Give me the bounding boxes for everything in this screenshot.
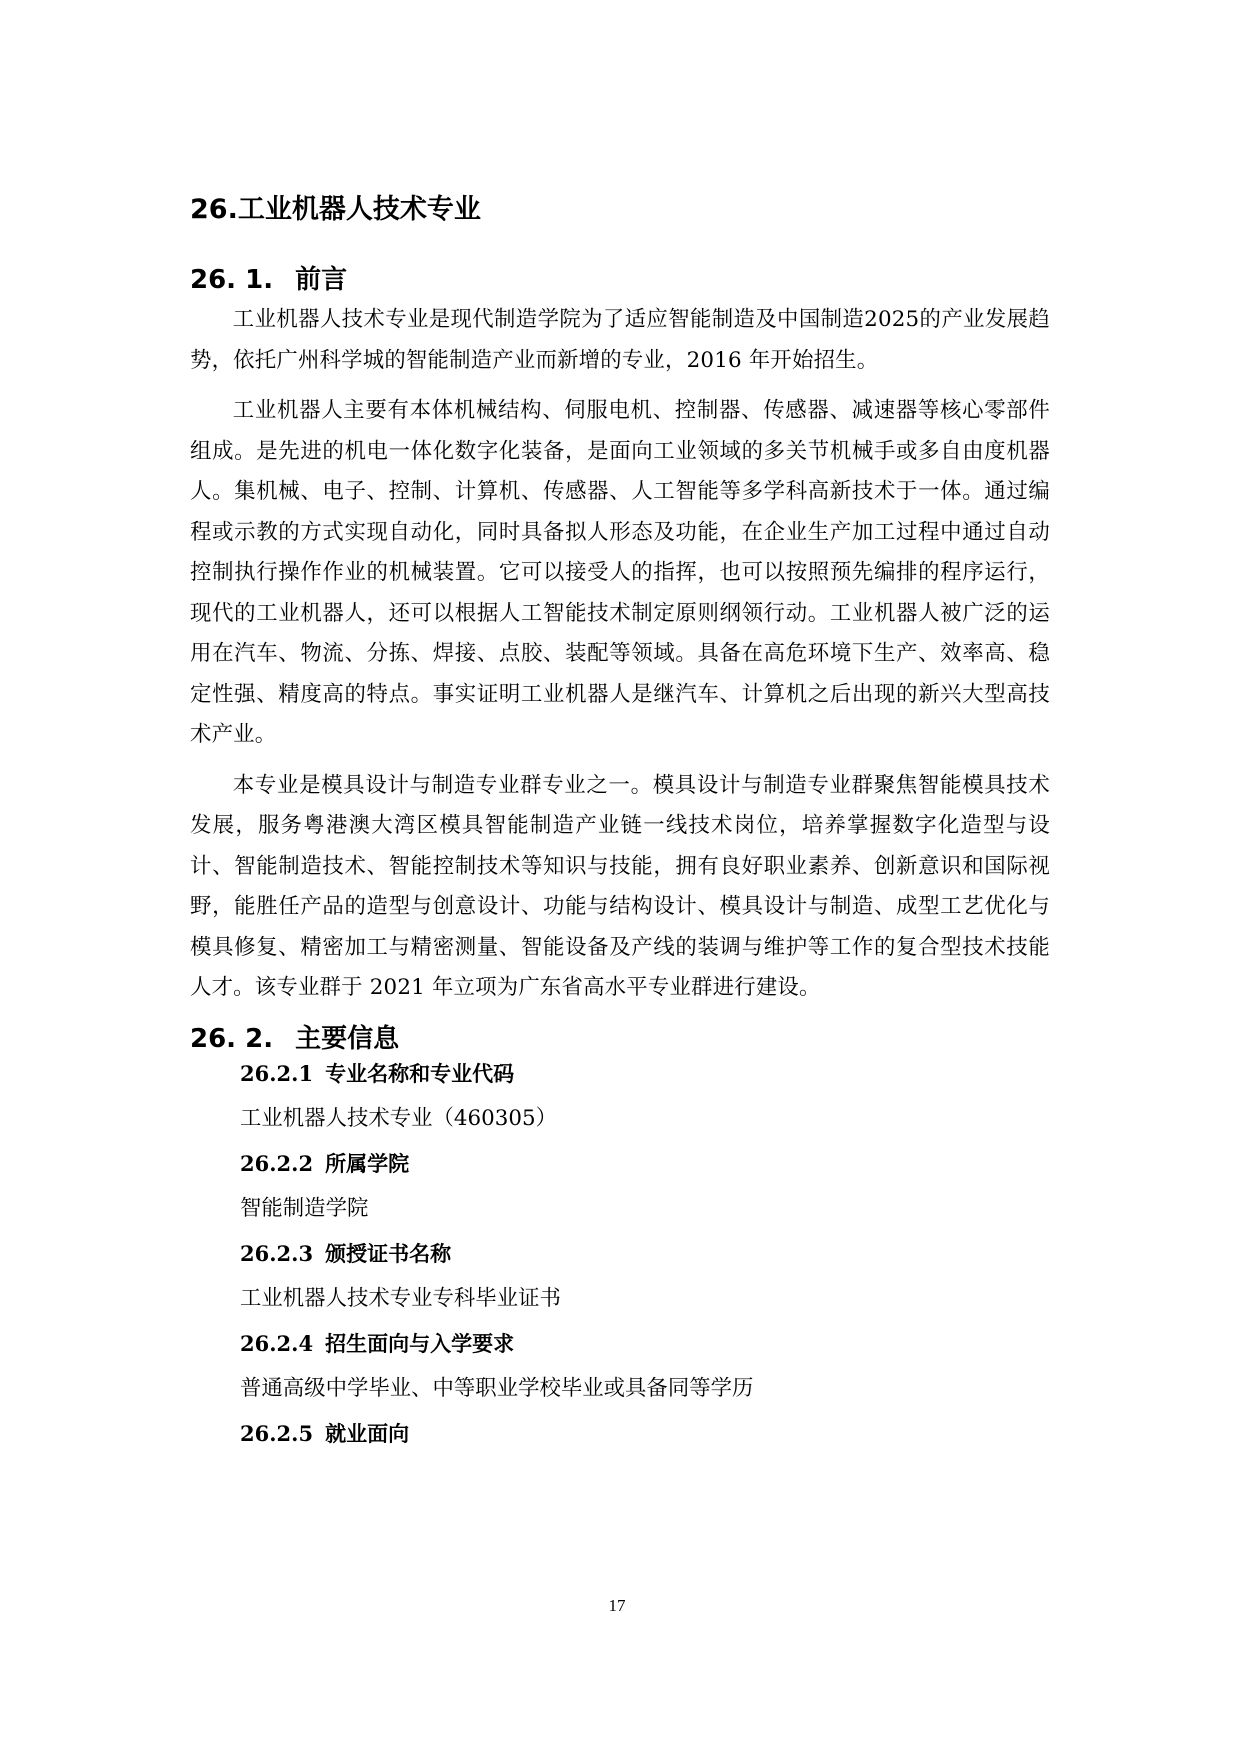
item-number: 26.2.3 — [240, 1240, 314, 1266]
item-title: 专业名称和专业代码 — [325, 1060, 515, 1086]
item-heading-admission — [240, 1329, 1050, 1359]
foreword-heading — [190, 260, 1050, 300]
item-heading-major-name — [240, 1059, 1050, 1089]
item-value-major-name: 工业机器人技术专业（460305） — [240, 1105, 557, 1131]
item-value-certificate: 工业机器人技术专业专科毕业证书 — [240, 1285, 561, 1311]
section-heading — [190, 185, 1050, 235]
foreword-title: 前言 — [295, 265, 348, 295]
main-info-heading — [190, 1019, 1050, 1059]
section-title: 工业机器人技术专业 — [237, 194, 481, 225]
main-info-title: 主要信息 — [295, 1023, 400, 1054]
item-number: 26.2.5 — [240, 1420, 314, 1446]
foreword-number: 26. 1. — [190, 265, 274, 295]
item-title: 所属学院 — [325, 1150, 410, 1176]
item-number: 26.2.4 — [240, 1330, 314, 1356]
item-heading-certificate — [240, 1239, 1050, 1269]
item-value-admission: 普通高级中学毕业、中等职业学校毕业或具备同等学历 — [240, 1375, 754, 1401]
page-content — [190, 185, 1050, 1449]
foreword-paragraph-1: 工业机器人技术专业是现代制造学院为了适应智能制造及中国制造2025的产业发展趋势，依托广州科学城的智能制造产业而新增的专业，2016 年开始招生。 — [190, 307, 1050, 373]
item-title: 就业面向 — [325, 1420, 410, 1446]
item-value-college: 智能制造学院 — [240, 1195, 369, 1221]
item-number: 26.2.2 — [240, 1150, 314, 1176]
item-number: 26.2.1 — [240, 1060, 314, 1086]
main-info-number: 26. 2. — [190, 1023, 274, 1054]
item-heading-college — [240, 1149, 1050, 1179]
section-number: 26. — [190, 194, 238, 225]
page-number: 17 — [608, 1596, 626, 1615]
foreword-paragraph-2: 工业机器人主要有本体机械结构、伺服电机、控制器、传感器、减速器等核心零部件组成。是先进的机电一体化数字化装备，是面向工业领域的多关节机械手或多自由度机器人。集机械、电子、控制、计算机、传感器、人工智能等多学科高新技术于一体。通过编程或示教的方式实现自动化，同时具备拟人形态及功能，在企业生产加工过程中通过自动控制执行操作作业的机械装置。它可以接受人的指挥，也可以按照预先编排的程序运行，现代的工业机器人，还可以根据人工智能技术制定原则纲领行动。工业机器人被广泛的运用在汽车、物流、分拣、焊接、点胶、装配等领域。具备在高危环境下生产、效率高、稳定性强、精度高的特点。事实证明工业机器人是继汽车、计算机之后出现的新兴大型高技术产业。 — [190, 398, 1050, 747]
item-heading-employment — [240, 1419, 1050, 1449]
item-title: 招生面向与入学要求 — [325, 1330, 515, 1356]
item-title: 颁授证书名称 — [325, 1240, 452, 1266]
foreword-paragraph-3: 本专业是模具设计与制造专业群专业之一。模具设计与制造专业群聚焦智能模具技术发展，服务粤港澳大湾区模具智能制造产业链一线技术岗位，培养掌握数字化造型与设计、智能制造技术、智能控制技术等知识与技能，拥有良好职业素养、创新意识和国际视野，能胜任产品的造型与创意设计、功能与结构设计、模具设计与制造、成型工艺优化与模具修复、精密加工与精密测量、智能设备及产线的装调与维护等工作的复合型技术技能人才。该专业群于 2021 年立项为广东省高水平专业群进行建设。 — [190, 772, 1050, 1000]
